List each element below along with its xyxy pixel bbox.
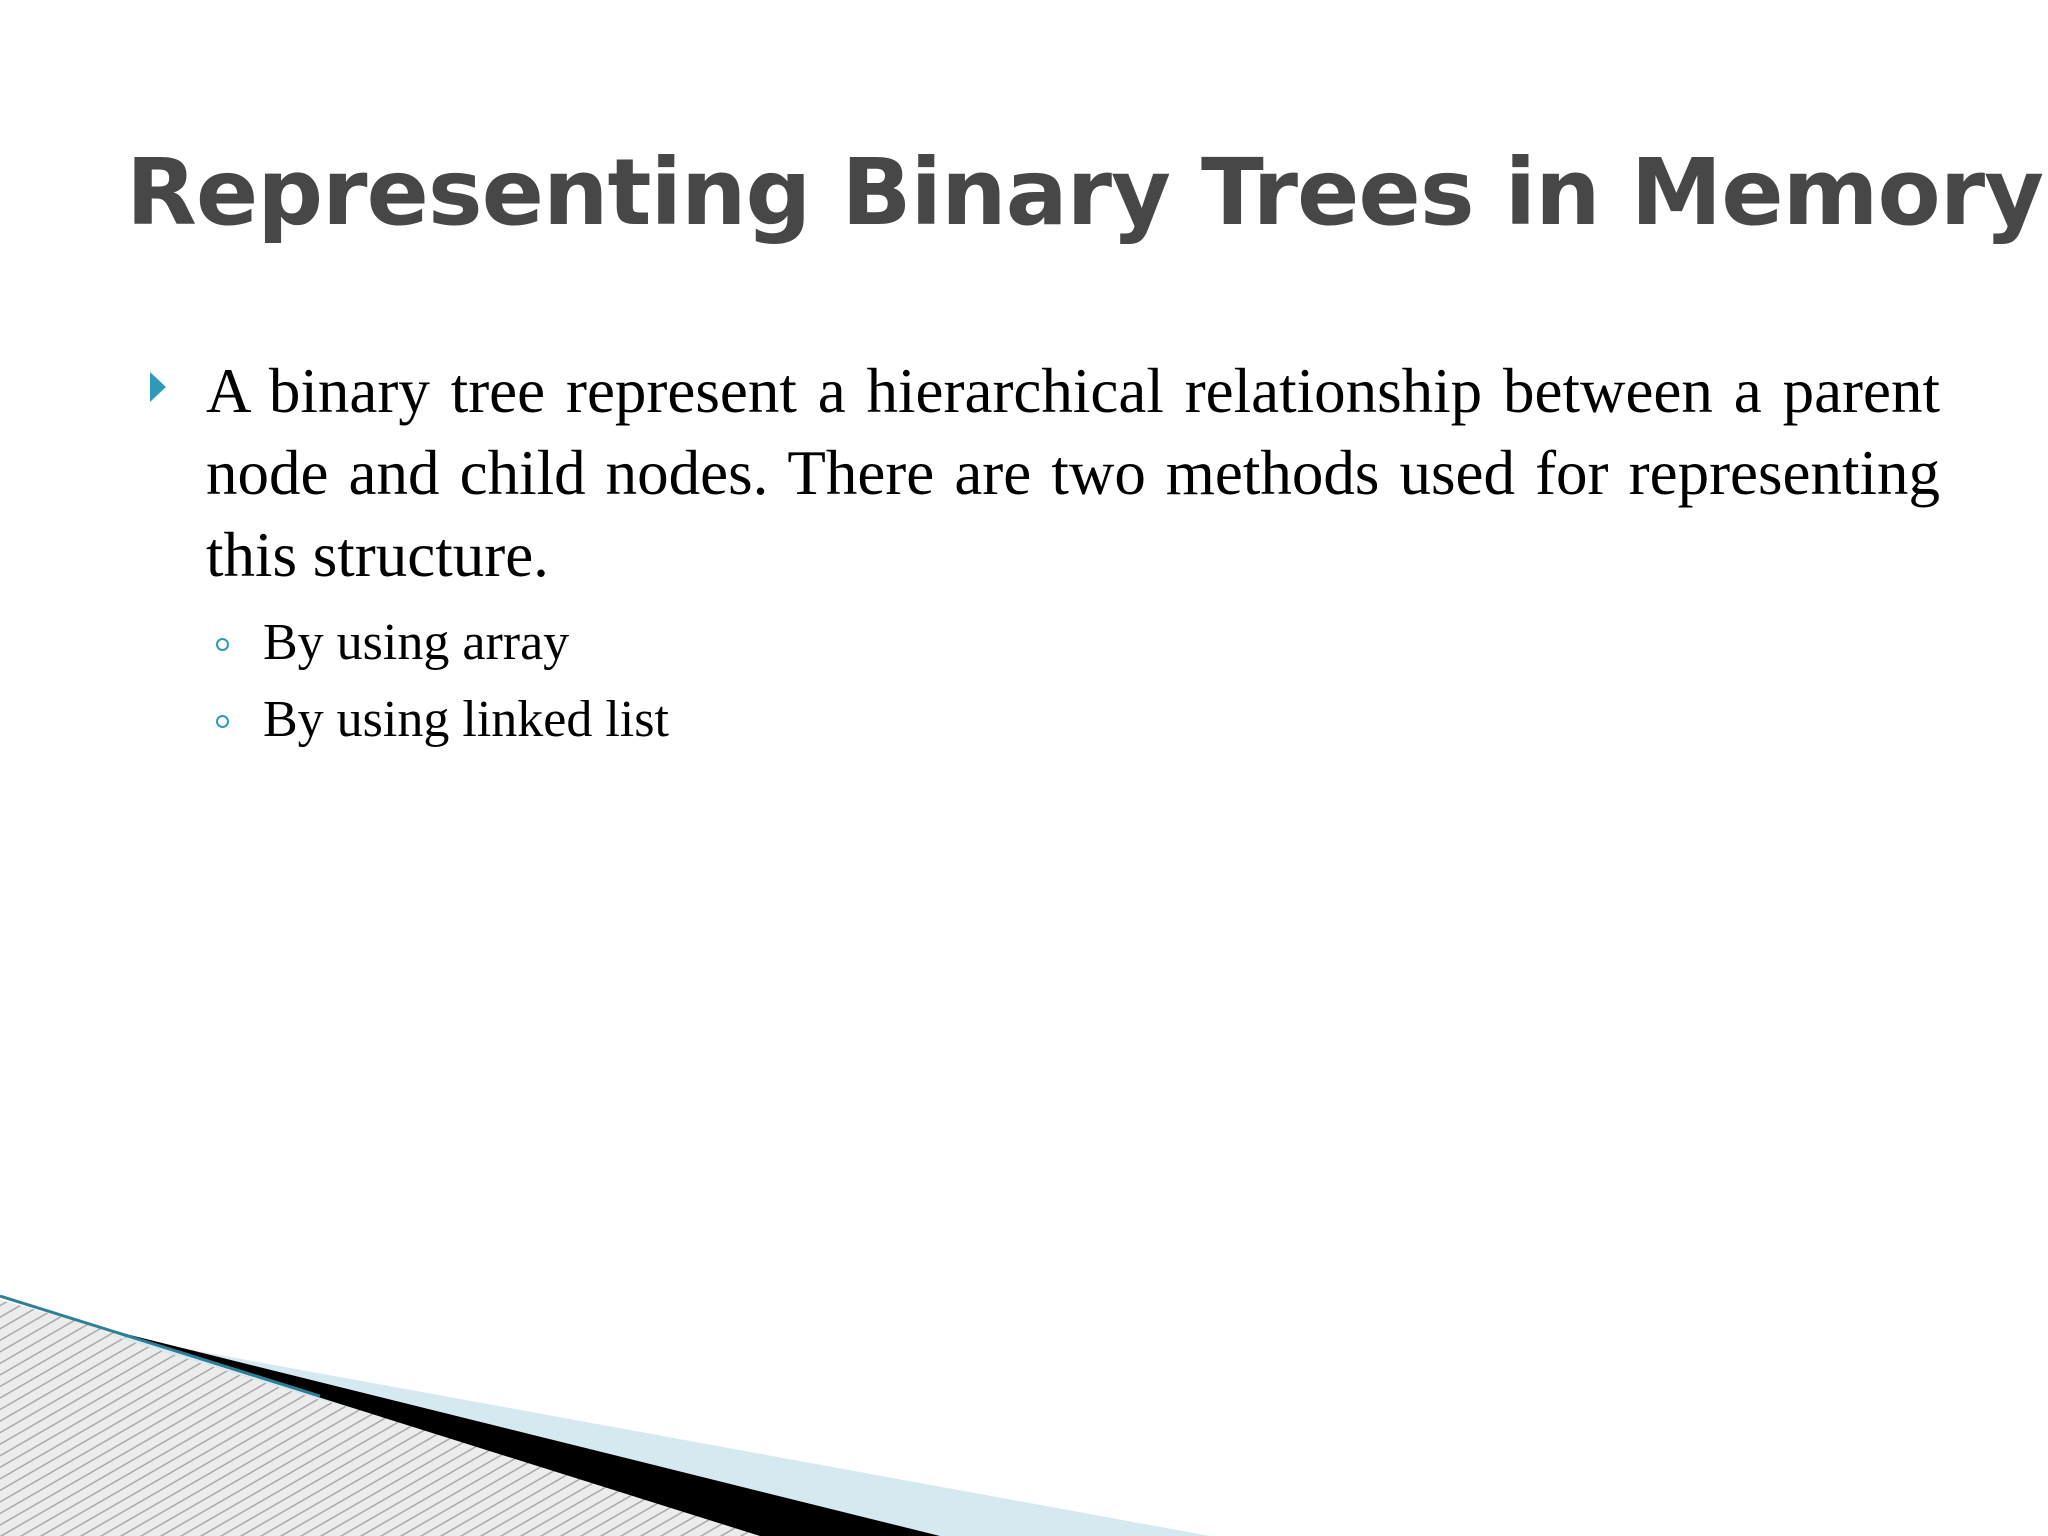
ring-bullet-icon bbox=[216, 638, 229, 651]
hatched-wedge bbox=[0, 1300, 760, 1536]
sub-bullet-list bbox=[150, 604, 1940, 758]
slide-title: Representing Binary Trees in Memory bbox=[126, 139, 2044, 246]
ring-bullet-icon bbox=[216, 715, 229, 728]
sub-bullet-text: By using array bbox=[263, 614, 570, 671]
sub-bullet-text: By using linked list bbox=[263, 691, 669, 748]
main-bullet bbox=[150, 350, 1940, 596]
main-bullet-text: A binary tree represent a hierarchical relationship between a parent node and child nodes. There are two methods used for representing this structure. bbox=[206, 356, 1940, 590]
sub-bullet-item bbox=[206, 681, 1940, 758]
sub-bullet-item bbox=[206, 604, 1940, 681]
slide-body bbox=[150, 350, 1940, 758]
triangle-bullet-icon bbox=[150, 372, 166, 402]
